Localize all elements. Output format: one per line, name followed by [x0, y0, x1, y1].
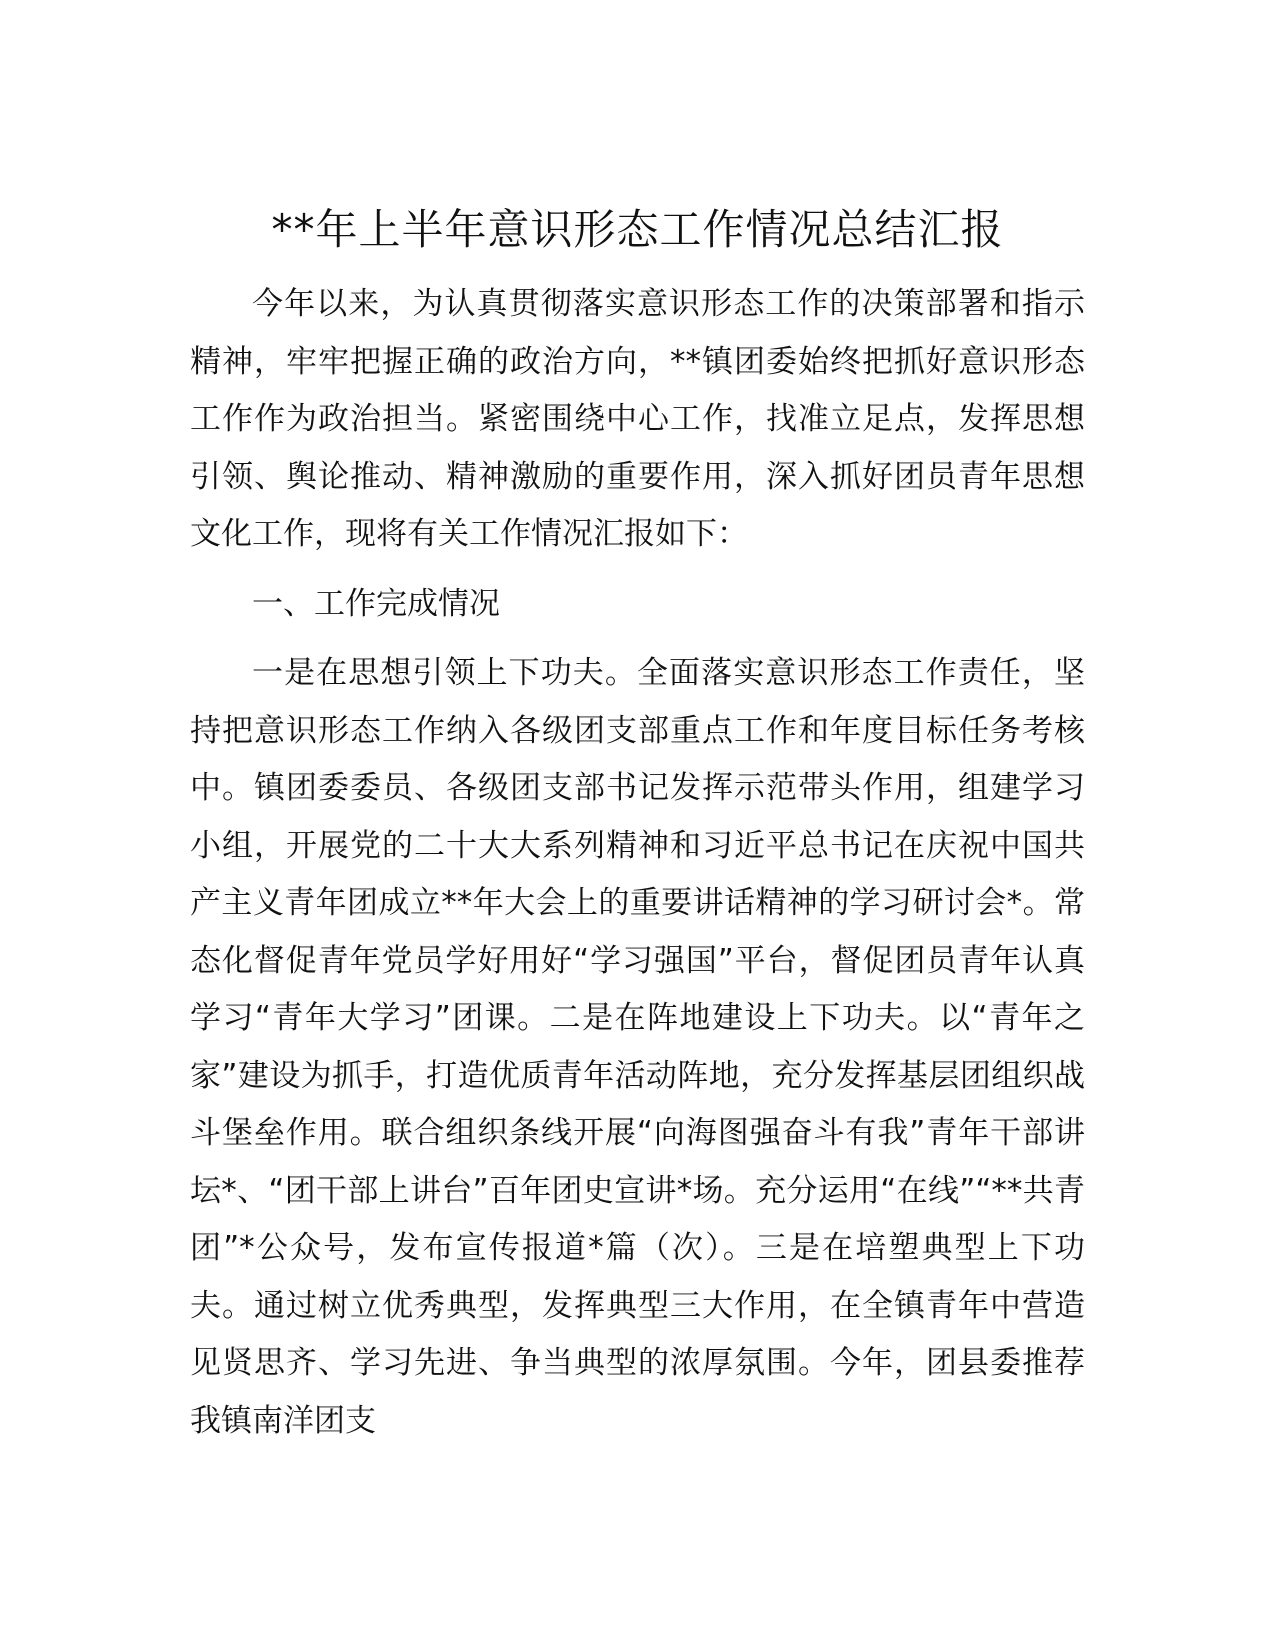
section-heading: 一、工作完成情况: [252, 585, 500, 622]
paragraph-gap: [190, 633, 1085, 645]
section-body-paragraph: 一是在思想引领上下功夫。全面落实意识形态工作责任，坚持把意识形态工作纳入各级团支部重点工作和年度目标任务考核中。镇团委委员、各级团支部书记发挥示范带头作用，组建学习小组，开展党的二十大大系列精神和习近平总书记在庆祝中国共产主义青年团成立**年大会上的重要讲话精神的学习研讨会*。常态化督促青年党员学好用好“学习强国”平台，督促团员青年认真学习“青年大学习”团课。二是在阵地建设上下功夫。以“青年之家”建设为抓手，打造优质青年活动阵地，充分发挥基层团组织战斗堡垒作用。联合组织条线开展“向海图强奋斗有我”青年干部讲坛*、“团干部上讲台”百年团史宣讲*场。充分运用“在线”“**共青团”*公众号，发布宣传报道*篇（次）。三是在培塑典型上下功夫。通过树立优秀典型，发挥典型三大作用，在全镇青年中营造见贤思齐、学习先进、争当典型的浓厚氛围。今年，团县委推荐我镇南洋团支: [190, 655, 1085, 1439]
paragraph-gap: [190, 564, 1085, 576]
document-title: **年上半年意识形态工作情况总结汇报: [271, 205, 1004, 254]
intro-paragraph: 今年以来，为认真贯彻落实意识形态工作的决策部署和指示精神，牢牢把握正确的政治方向，**镇团委始终把抓好意识形态工作作为政治担当。紧密围绕中心工作，找准立足点，发挥思想引领、舆论推动、精神激励的重要作用，深入抓好团员青年思想文化工作，现将有关工作情况汇报如下：: [190, 286, 1085, 552]
